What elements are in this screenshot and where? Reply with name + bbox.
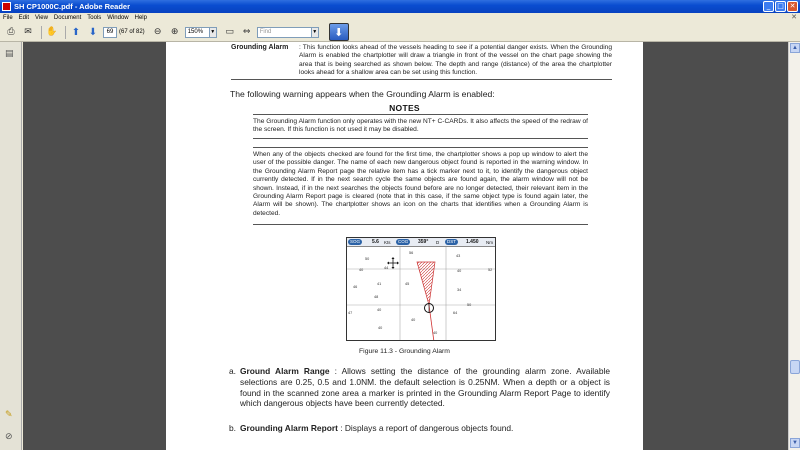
signature-icon[interactable]: ✎ (5, 410, 13, 420)
attachment-icon[interactable]: ⊘ (5, 432, 13, 442)
dst-unit: Nm (486, 240, 493, 245)
menu-bar (0, 13, 800, 23)
depth-sounding: 34 (457, 288, 462, 292)
menu-file[interactable]: File (3, 15, 13, 21)
cog-suffix: D (436, 240, 440, 245)
zoom-dropdown-icon[interactable]: ▼ (210, 27, 217, 38)
note-2: When any of the objects checked are found for the first time, the chartplotter shows a pop up window to alert the user of the possible danger. The name of each new dangerous object found is reported in the warning window. In the Grounding Alarm Report page the relative item has a tick marker next to it, to identify the dangerous object currently detected. If in the next search cycle the same objects are found again, the alarm window will not be shown. Instead, if in the next searches the objects found before are no longer detected, their relevant item in the Grounding Alarm Report page is cleared (note that in this case, if the same object type is found again later, the Alarm will be shown). The chartplotter shows an icon on the charts that identifies when a Grounding Alarm is detected. (253, 151, 588, 217)
print-icon[interactable]: ⎙ (7, 27, 15, 37)
next-page-icon[interactable]: ⬇ (88, 26, 98, 38)
list-item-ground-alarm-range (229, 366, 611, 409)
divider (231, 79, 612, 80)
window-title: SH CP1000C.pdf - Adobe Reader (14, 2, 130, 11)
grounding-alarm-description: : This function looks ahead of the vessels heading to see if a potential danger exists. When the Grounding Alarm is enabled the chartplotter will draw a triangle in front of the vessel on the chart page showing the area that is being searched as shown below. The depth and range (distance) of the area the chartplotter looks ahead for a shallow area can be set using this function. (299, 44, 612, 77)
sog-unit: Kts (384, 240, 391, 245)
cog-value: 359° (418, 239, 429, 245)
depth-sounding: 40 (359, 268, 364, 272)
notes-title: NOTES (389, 103, 420, 113)
toolbar (0, 23, 800, 42)
depth-sounding: 48 (374, 295, 379, 299)
close-document-icon[interactable]: ✕ (791, 14, 797, 21)
depth-sounding: 64 (453, 311, 458, 315)
pages-icon[interactable]: ▤ (5, 49, 14, 59)
sog-value: 5.6 (372, 239, 379, 245)
divider (253, 224, 588, 225)
cog-tag: COG (398, 239, 409, 244)
chart-map (347, 247, 496, 341)
note-1: The Grounding Alarm function only operates with the new NT+ C-CARDs. It also affects the speed of the redraw of the screen. If this function is not used it may be disabled. (253, 118, 588, 134)
fit-page-icon[interactable]: ▭ (225, 27, 234, 37)
page-count: (67 of 82) (119, 29, 145, 35)
zoom-out-icon[interactable]: ⊖ (153, 27, 162, 37)
email-icon[interactable]: ✉ (24, 27, 32, 37)
window-controls (763, 1, 798, 12)
close-button[interactable]: ✕ (787, 1, 798, 12)
depth-sounding: 44 (384, 266, 389, 270)
dst-tag: DST (447, 239, 456, 244)
app-icon (2, 2, 11, 11)
depth-sounding: 45 (405, 282, 410, 286)
grounding-alarm-figure (346, 237, 496, 341)
depth-sounding: 40 (377, 308, 382, 312)
list-term: Ground Alarm Range (240, 366, 330, 376)
toolbar-separator (65, 26, 66, 39)
grounding-alarm-label: Grounding Alarm (231, 44, 289, 51)
list-term: Grounding Alarm Report (240, 423, 338, 433)
warning-intro: The following warning appears when the Grounding Alarm is enabled: (230, 89, 495, 99)
divider (253, 114, 588, 115)
list-marker: b. (229, 423, 236, 433)
menu-document[interactable]: Document (53, 15, 82, 21)
navigation-panel (0, 42, 22, 450)
toolbar-separator (41, 26, 42, 39)
maximize-button[interactable]: □ (775, 1, 786, 12)
depth-sounding: 40 (378, 326, 383, 330)
pdf-page (166, 42, 643, 450)
grounding-alarm-triangle (417, 262, 435, 305)
depth-sounding: 50 (365, 257, 370, 261)
sog-tag: SOG (350, 239, 361, 244)
depth-sounding: 46 (353, 285, 358, 289)
menu-view[interactable]: View (35, 15, 48, 21)
cursor-icon (387, 257, 399, 269)
prev-page-icon[interactable]: ⬆ (71, 26, 81, 38)
figure-status-bar (347, 238, 496, 247)
depth-sounding: 40 (411, 318, 416, 322)
depth-sounding: 40 (433, 331, 438, 335)
find-input[interactable]: Find (257, 27, 312, 38)
scroll-thumb[interactable] (790, 360, 800, 374)
list-item-grounding-alarm-report (229, 423, 610, 434)
menu-window[interactable]: Window (107, 15, 129, 21)
depth-sounding: 43 (456, 254, 461, 258)
vertical-scrollbar[interactable] (788, 42, 800, 450)
depth-sounding: 47 (348, 311, 353, 315)
menu-help[interactable]: Help (134, 15, 147, 21)
divider (253, 138, 588, 139)
tool-button-icon[interactable]: ⬇ (329, 23, 349, 41)
depth-sounding: 56 (409, 251, 414, 255)
figure-caption: Figure 11.3 - Grounding Alarm (359, 348, 450, 355)
depth-sounding: 40 (457, 269, 462, 273)
menu-tools[interactable]: Tools (87, 15, 102, 21)
hand-icon[interactable]: ✋ (46, 27, 58, 37)
page-number-input[interactable]: 69 (103, 27, 117, 38)
list-text: : Displays a report of dangerous objects found. (337, 423, 514, 433)
dst-value: 1.450 (466, 239, 479, 245)
minimize-button[interactable]: _ (763, 1, 774, 12)
depth-sounding: 52 (488, 268, 493, 272)
depth-sounding: 41 (377, 282, 382, 286)
scroll-down-icon[interactable]: ▼ (790, 438, 800, 448)
zoom-in-icon[interactable]: ⊕ (170, 27, 179, 37)
list-marker: a. (229, 366, 236, 376)
scroll-up-icon[interactable]: ▲ (790, 43, 800, 53)
list-text: : Allows setting the distance of the grounding alarm zone. Available selections are 0.25, 0.5 and 1.0NM. the default selection is 0.25NM. When a depth or a object is found in the scanned zone area a marker is printed in the Grounding Alarm Report Page to identify which dangerous objects have been currently detected. (240, 366, 611, 409)
title-bar (0, 0, 800, 13)
find-dropdown-icon[interactable]: ▼ (312, 27, 319, 38)
menu-edit[interactable]: Edit (18, 15, 30, 21)
divider (253, 147, 588, 148)
zoom-input[interactable]: 150% (185, 27, 210, 38)
document-viewport[interactable] (23, 42, 788, 450)
fit-width-icon[interactable]: ⇔ (242, 27, 251, 37)
depth-sounding: 50 (467, 303, 472, 307)
